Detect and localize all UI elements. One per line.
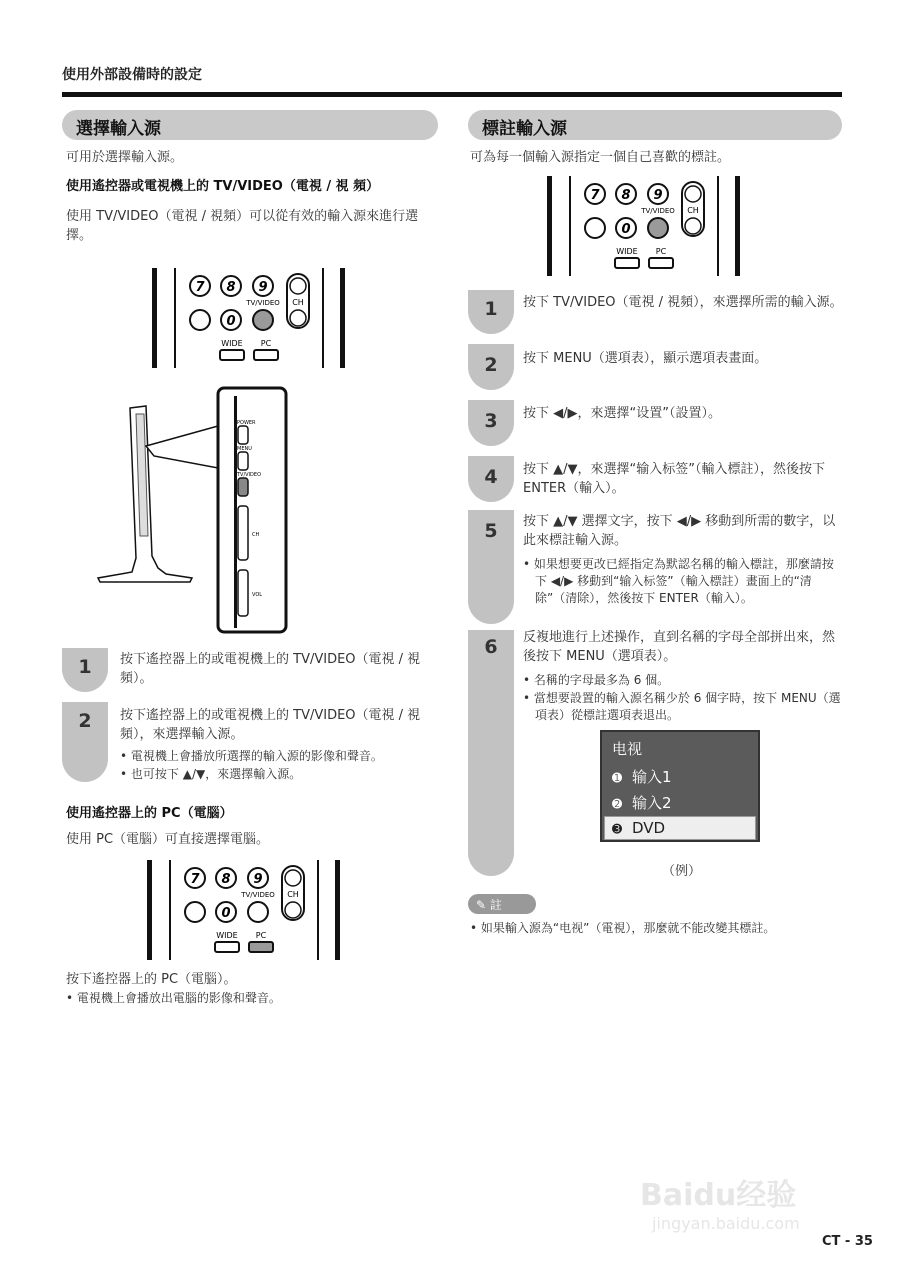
section-title-label-input: 標註輸入源 xyxy=(468,110,842,140)
left-step2-bullet2: • 也可按下 ▲/▼，來選擇輸入源。 xyxy=(120,767,302,781)
tvvideo-label: TV/VIDEO xyxy=(246,299,280,307)
right-step6-bullet1-text: 名稱的字母最多為 6 個。 xyxy=(533,673,670,687)
step-number-left-1: 1 xyxy=(78,656,92,678)
input-3-icon: ➌ xyxy=(612,822,623,836)
step-number-left-2: 2 xyxy=(78,710,92,732)
key-9: 9 xyxy=(653,188,663,203)
note-text-content: 如果輸入源為“电视”（電視），那麼就不能改變其標註。 xyxy=(480,921,776,935)
right-step2-text: 按下 MENU（選項表），顯示選項表畫面。 xyxy=(523,351,768,366)
page-number: CT - 35 xyxy=(822,1234,873,1249)
watermark-logo: Baidu经验 xyxy=(640,1178,797,1213)
pc-label: PC xyxy=(260,339,272,348)
key-0: 0 xyxy=(226,314,236,329)
menu-item-input2 xyxy=(612,792,672,813)
tvvideo-label: TV/VIDEO xyxy=(641,207,675,215)
menu-item-input1 xyxy=(612,766,672,787)
step-number-right-3: 3 xyxy=(484,410,498,432)
step-tab-right-6 xyxy=(468,630,514,876)
remote-illustration-3 xyxy=(545,174,745,278)
left-intro: 可用於選擇輸入源。 xyxy=(66,150,184,165)
tv-tvvideo-label: TV/VIDEO xyxy=(237,472,261,478)
left-step2-bullet1-text: 電視機上會播放所選擇的輸入源的影像和聲音。 xyxy=(130,749,383,763)
step-number-right-6: 6 xyxy=(484,636,498,658)
menu-item-input2-label: 输入2 xyxy=(632,794,672,812)
left-sub1: 使用遙控器或電視機上的 TV/VIDEO（電視 / 視 頻） xyxy=(66,179,380,194)
note-text: • 如果輸入源為“电视”（電視），那麼就不能改變其標註。 xyxy=(470,921,776,935)
key-9: 9 xyxy=(258,280,268,295)
page-header: 使用外部設備時的設定 xyxy=(62,67,202,83)
note-badge xyxy=(468,894,536,914)
step-number-right-4: 4 xyxy=(484,466,498,488)
left-sub2: 使用遙控器上的 PC（電腦） xyxy=(66,806,233,821)
left-sub1-body: 使用 TV/VIDEO（電視 / 視頻）可以從有效的輸入源來進行選擇。 xyxy=(66,209,419,243)
right-step1-text: 按下 TV/VIDEO（電視 / 視頻），來選擇所需的輸入源。 xyxy=(523,295,843,310)
step-number-right-5: 5 xyxy=(484,520,498,542)
right-step6-bullet2: • 當想要設置的輸入源名稱少於 6 個字時，按下 MENU（選項表）從標註選項表退出。 xyxy=(523,691,841,722)
input-2-icon: ➋ xyxy=(612,797,623,811)
key-0: 0 xyxy=(621,222,631,237)
menu-header: 电视 xyxy=(612,740,643,758)
key-7: 7 xyxy=(195,280,205,295)
key-9: 9 xyxy=(253,872,263,887)
header-rule xyxy=(62,92,842,97)
remote-illustration-2 xyxy=(145,858,345,962)
tv-vol-label: VOL xyxy=(252,592,263,598)
right-step5-bullet: • 如果想要更改已經指定為默認名稱的輸入標註，那麼請按下 ◀/▶ 移動到“输入标签”（輸入標註）畫面上的“清除”（清除），然後按下 ENTER（輸入）。 xyxy=(523,557,834,605)
key-7: 7 xyxy=(590,188,600,203)
tv-power-label: POWER xyxy=(237,420,256,426)
remote-illustration-1 xyxy=(150,266,350,370)
menu-item-dvd-label: DVD xyxy=(632,819,666,837)
menu-item-input1-label: 输入1 xyxy=(632,768,672,786)
right-step4-text: 按下 ▲/▼，來選擇“输入标签”（輸入標註），然後按下 ENTER（輸入）。 xyxy=(523,462,825,496)
key-7: 7 xyxy=(190,872,200,887)
wide-label: WIDE xyxy=(616,247,638,256)
left-step2-bullet1: • 電視機上會播放所選擇的輸入源的影像和聲音。 xyxy=(120,749,383,763)
menu-item-dvd xyxy=(612,819,665,837)
step-number-right-1: 1 xyxy=(484,298,498,320)
input-1-icon: ➊ xyxy=(612,771,623,785)
pc-label: PC xyxy=(255,931,267,940)
label-menu-example xyxy=(600,730,760,842)
right-step3-text: 按下 ◀/▶，來選擇“设置”（設置）。 xyxy=(523,406,721,421)
right-intro: 可為每一個輸入源指定一個自己喜歡的標註。 xyxy=(470,150,731,165)
tv-menu-label: MENU xyxy=(237,446,252,452)
right-step5-text: 按下 ▲/▼ 選擇文字，按下 ◀/▶ 移動到所需的數字，以此來標註輸入源。 xyxy=(523,514,836,548)
wide-label: WIDE xyxy=(221,339,243,348)
key-8: 8 xyxy=(221,872,231,887)
wide-label: WIDE xyxy=(216,931,238,940)
right-step6-bullet1: • 名稱的字母最多為 6 個。 xyxy=(523,673,670,687)
left-step2-text: 按下遙控器上的或電視機上的 TV/VIDEO（電視 / 視頻），來選擇輸入源。 xyxy=(120,708,421,742)
section-title-select-input: 選擇輸入源 xyxy=(62,110,438,140)
right-step6-text: 反複地進行上述操作，直到名稱的字母全部拼出來，然後按下 MENU（選項表）。 xyxy=(523,630,836,664)
pc-step-text: 按下遙控器上的 PC（電腦）。 xyxy=(66,972,237,987)
left-step2-bullet2-text: 也可按下 ▲/▼，來選擇輸入源。 xyxy=(130,767,302,781)
watermark-url: jingyan.baidu.com xyxy=(652,1214,800,1233)
step-number-right-2: 2 xyxy=(484,354,498,376)
note-pencil-icon: ✎ xyxy=(476,898,487,912)
right-step6-bullet2-text: 當想要設置的輸入源名稱少於 6 個字時，按下 MENU（選項表）從標註選項表退出。 xyxy=(533,691,841,722)
pc-label: PC xyxy=(655,247,667,256)
ch-label: CH xyxy=(687,206,699,215)
left-sub2-body: 使用 PC（電腦）可直接選擇電腦。 xyxy=(66,832,270,847)
right-step5-bullet-text: 如果想要更改已經指定為默認名稱的輸入標註，那麼請按下 ◀/▶ 移動到“输入标签”（輸入標註）畫面上的“清除”（清除），然後按下 ENTER（輸入）。 xyxy=(533,557,834,605)
note-label: 註 xyxy=(489,898,502,912)
pc-bullet-text: 電視機上會播放出電腦的影像和聲音。 xyxy=(76,991,281,1005)
left-step1-text: 按下遙控器上的或電視機上的 TV/VIDEO（電視 / 視頻）。 xyxy=(120,652,421,686)
ch-label: CH xyxy=(287,890,299,899)
key-0: 0 xyxy=(221,906,231,921)
pc-bullet: • 電視機上會播放出電腦的影像和聲音。 xyxy=(66,991,281,1005)
example-caption: （例） xyxy=(662,864,702,879)
tvvideo-label: TV/VIDEO xyxy=(241,891,275,899)
tv-side-illustration xyxy=(96,386,296,640)
key-8: 8 xyxy=(621,188,631,203)
key-8: 8 xyxy=(226,280,236,295)
tv-ch-label: CH xyxy=(252,532,260,538)
ch-label: CH xyxy=(292,298,304,307)
